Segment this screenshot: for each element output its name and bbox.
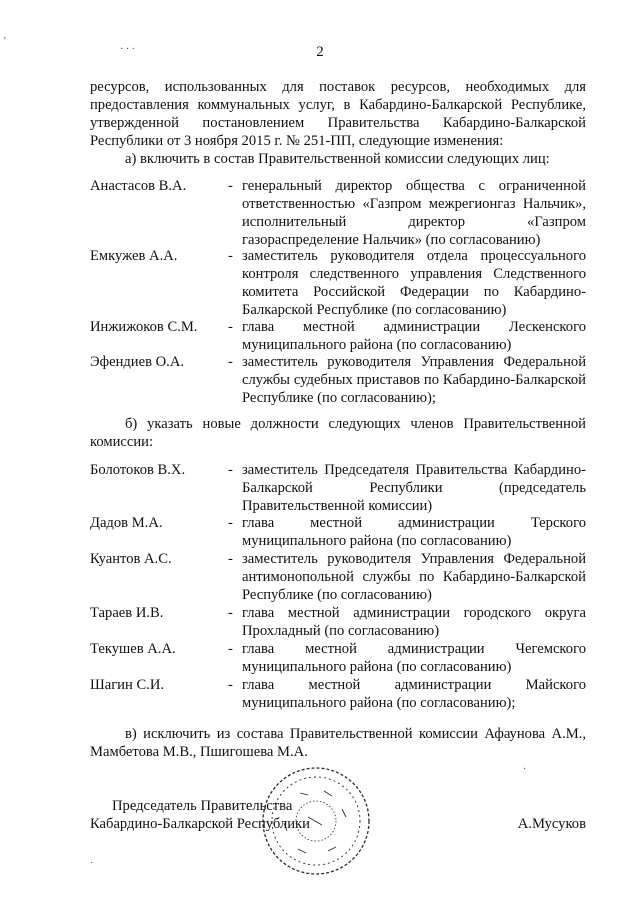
signatory-title: Председатель Правительства xyxy=(112,798,293,814)
member-dash: - xyxy=(228,515,233,531)
section-a-heading: а) включить в состав Правительственной комиссии следующих лиц: xyxy=(125,151,550,167)
member-position: глава местной администрации городского округа Прохладный (по согласованию) xyxy=(242,605,586,639)
member-name: Эфендиев О.А. xyxy=(90,354,185,370)
signatory-name: А.Мусуков xyxy=(517,816,586,832)
member-name: Дадов М.А. xyxy=(90,515,163,531)
member-dash: - xyxy=(228,319,233,335)
scan-mark: · xyxy=(90,858,94,869)
scan-mark: ' xyxy=(4,36,6,47)
page-number: 2 xyxy=(316,44,324,60)
member-dash: - xyxy=(228,551,233,567)
member-name: Шагин С.И. xyxy=(90,677,165,693)
scan-mark: · · · xyxy=(120,44,135,55)
member-position: глава местной администрации Лескенского муниципального района (по согласованию) xyxy=(242,319,586,353)
member-position: глава местной администрации Чегемского муниципального района (по согласованию) xyxy=(242,641,586,675)
member-dash: - xyxy=(228,605,233,621)
section-c-paragraph: в) исключить из состава Правительственной комиссии Афаунова А.М., Мамбетова М.В., Пшигошева М.А. xyxy=(90,726,586,760)
member-position: глава местной администрации Терского муниципального района (по согласованию) xyxy=(242,515,586,549)
member-name: Инжижоков С.М. xyxy=(90,319,198,335)
member-dash: - xyxy=(228,641,233,657)
member-name: Болотоков В.Х. xyxy=(90,462,186,478)
member-position: заместитель руководителя Управления Федеральной службы судебных приставов по Кабардино-Балкарской Республике (по согласованию); xyxy=(242,354,586,406)
member-dash: - xyxy=(228,178,233,194)
member-position: генеральный директор общества с ограниченной ответственностью «Газпром межрегионгаз Нальчик», исполнительный директор «Газпром газораспределение Нальчик» (по согласованию) xyxy=(242,178,586,248)
member-position: заместитель руководителя отдела процессуального контроля следственного управления Следственного комитета Российской Федерации по Кабардино-Балкарской Республике (по согласованию) xyxy=(242,248,586,318)
member-name: Тараев И.В. xyxy=(90,605,164,621)
member-dash: - xyxy=(228,248,233,264)
intro-paragraph: ресурсов, использованных для поставок ресурсов, необходимых для предоставления коммунальных услуг, в Кабардино-Балкарской Республике, утвержденной постановлением Правительства Кабардино-Балкарской Республики от 3 ноября 2015 г. № 251-ПП, следующие изменения: xyxy=(90,79,586,149)
member-position: заместитель Председателя Правительства Кабардино-Балкарской Республики (председатель Правительственной комиссии) xyxy=(242,462,586,514)
member-dash: - xyxy=(228,354,233,370)
member-position: заместитель руководителя Управления Федеральной антимонопольной службы по Кабардино-Балкарской Республике (по согласованию) xyxy=(242,551,586,603)
member-position: глава местной администрации Майского муниципального района (по согласованию); xyxy=(242,677,586,711)
member-name: Куантов А.С. xyxy=(90,551,172,567)
member-name: Емкужев А.А. xyxy=(90,248,178,264)
member-dash: - xyxy=(228,677,233,693)
member-name: Текушев А.А. xyxy=(90,641,176,657)
signatory-title-line2: Кабардино-Балкарской Республики xyxy=(90,816,310,832)
member-dash: - xyxy=(228,462,233,478)
section-b-heading: б) указать новые должности следующих членов Правительственной комиссии: xyxy=(90,416,586,450)
scan-mark: · xyxy=(523,764,527,775)
member-name: Анастасов В.А. xyxy=(90,178,187,194)
